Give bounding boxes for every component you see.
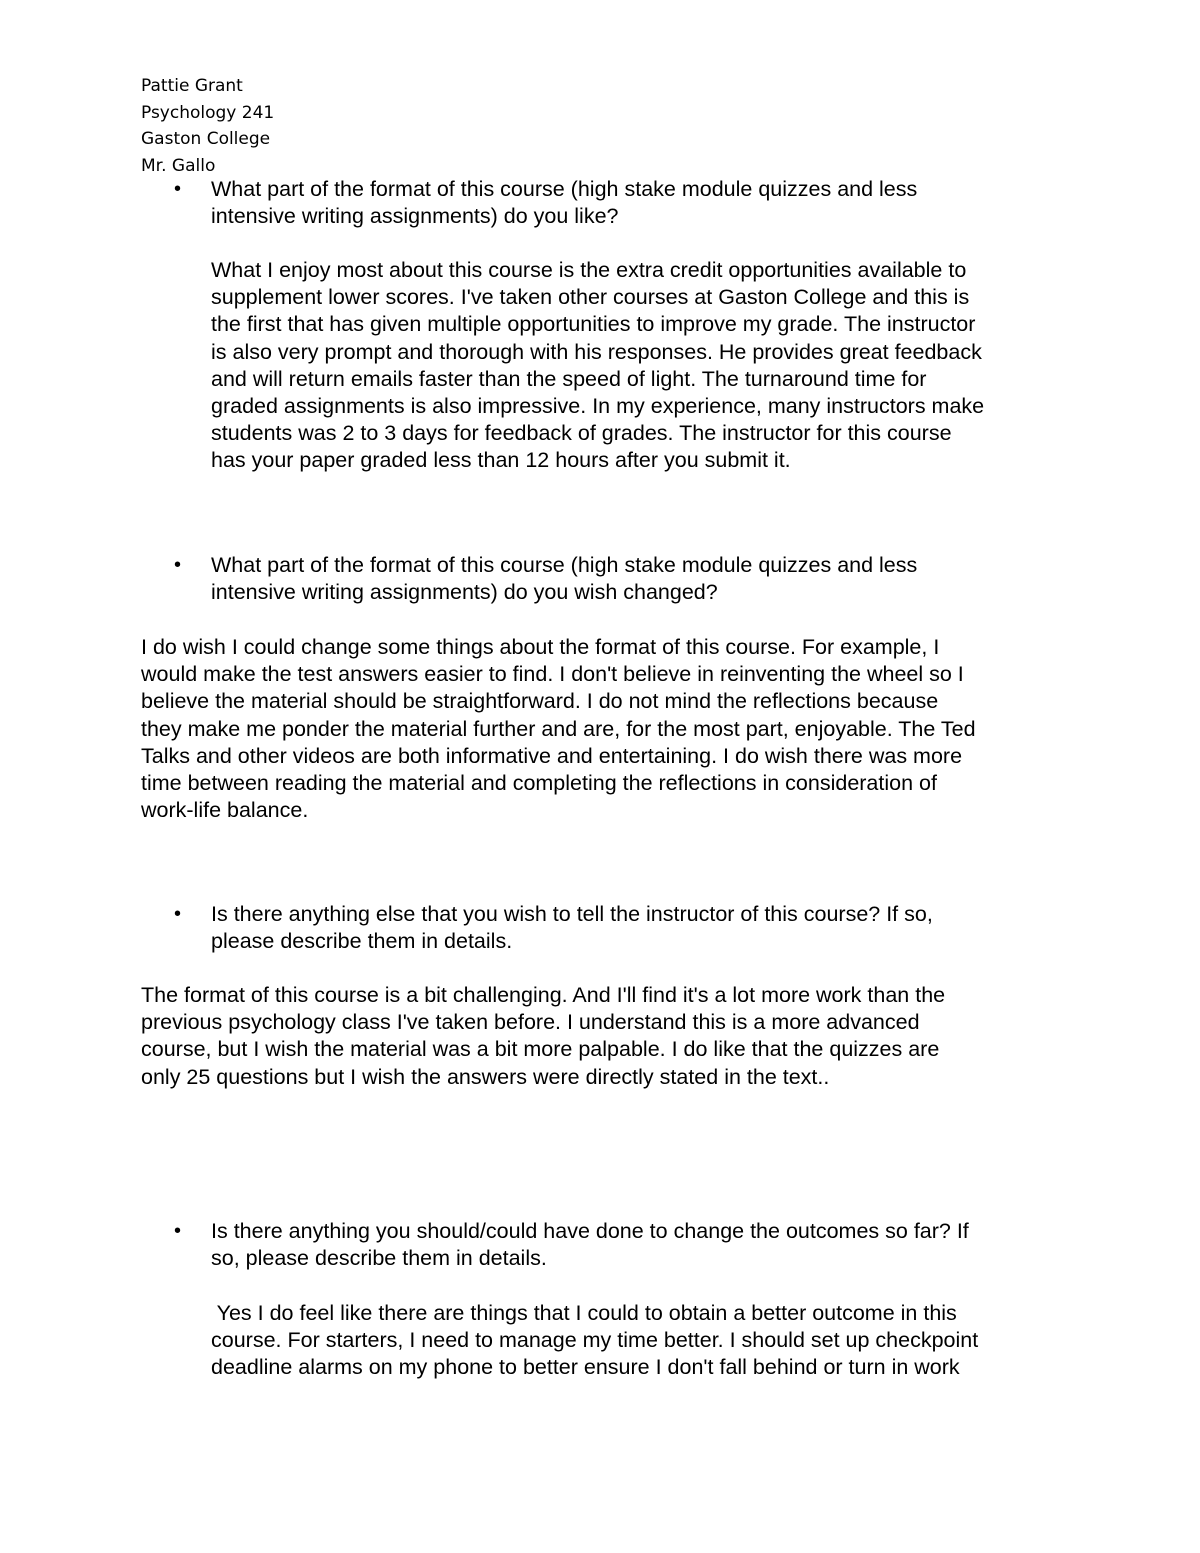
answer-line: they make me ponder the material further and are, for the most part, enjoyable. The Ted: [141, 716, 976, 741]
answer-line: I do wish I could change some things about the format of this course. For example, I: [141, 635, 940, 659]
question-4: [211, 1218, 1091, 1272]
answer-line: has your paper graded less than 12 hours after you submit it.: [211, 448, 791, 473]
school-name: Gaston College: [141, 129, 271, 149]
answer-line: only 25 questions but I wish the answers were directly stated in the text..: [141, 1064, 830, 1089]
course-name: Psychology 241: [141, 102, 275, 123]
answer-3: [141, 982, 1101, 1091]
answer-line: students was 2 to 3 days for feedback of grades. The instructor for this course: [211, 421, 952, 446]
question-line: so, please describe them in details.: [211, 1246, 547, 1271]
answer-line: and will return emails faster than the speed of light. The turnaround time for: [211, 366, 927, 391]
answer-4: [211, 1300, 1101, 1382]
question-line: Is there anything else that you wish to tell the instructor of this course? If so,: [211, 902, 933, 926]
answer-line: would make the test answers easier to find. I don't believe in reinventing the wheel so I: [141, 662, 964, 687]
answer-line: course. For starters, I need to manage my time better. I should set up checkpoint: [211, 1328, 979, 1353]
answer-line: course, but I wish the material was a bit more palpable. I do like that the quizzes are: [141, 1037, 940, 1062]
instructor-name: Mr. Gallo: [141, 155, 216, 176]
answer-line: graded assignments is also impressive. In my experience, many instructors make: [211, 394, 985, 419]
question-3: [211, 901, 1091, 955]
question-line: What part of the format of this course (high stake module quizzes and less: [211, 553, 918, 577]
answer-line: deadline alarms on my phone to better ensure I don't fall behind or turn in work: [211, 1355, 960, 1380]
bullet-3: •: [174, 903, 182, 925]
answer-2: [141, 634, 1101, 824]
question-line: please describe them in details.: [211, 929, 513, 954]
document-header: [141, 73, 274, 179]
question-1: [211, 176, 1091, 230]
answer-line: previous psychology class I've taken before. I understand this is a more advanced: [141, 1010, 920, 1035]
answer-line: is also very prompt and thorough with his responses. He provides great feedback: [211, 339, 982, 364]
answer-line: believe the material should be straightforward. I do not mind the reflections because: [141, 689, 939, 714]
bullet-4: •: [174, 1220, 182, 1242]
question-line: intensive writing assignments) do you wish changed?: [211, 580, 718, 605]
answer-line: Talks and other videos are both informative and entertaining. I do wish there was more: [141, 743, 963, 768]
student-name: Pattie Grant: [141, 76, 243, 96]
bullet-2: •: [174, 554, 182, 576]
answer-line: work-life balance.: [141, 798, 309, 823]
answer-line: time between reading the material and completing the reflections in consideration of: [141, 771, 937, 796]
bullet-1: •: [174, 178, 182, 200]
question-2: [211, 552, 1091, 606]
question-line: What part of the format of this course (high stake module quizzes and less: [211, 177, 918, 201]
answer-line: supplement lower scores. I've taken other courses at Gaston College and this is: [211, 285, 970, 310]
question-line: intensive writing assignments) do you like?: [211, 204, 619, 229]
question-line: Is there anything you should/could have done to change the outcomes so far? If: [211, 1219, 969, 1243]
answer-line: What I enjoy most about this course is the extra credit opportunities available to: [211, 258, 967, 282]
answer-line: Yes I do feel like there are things that I could to obtain a better outcome in this: [211, 1301, 957, 1325]
answer-1: [211, 257, 1101, 475]
answer-line: the first that has given multiple opportunities to improve my grade. The instructor: [211, 312, 976, 337]
answer-line: The format of this course is a bit challenging. And I'll find it's a lot more work than the: [141, 983, 946, 1007]
